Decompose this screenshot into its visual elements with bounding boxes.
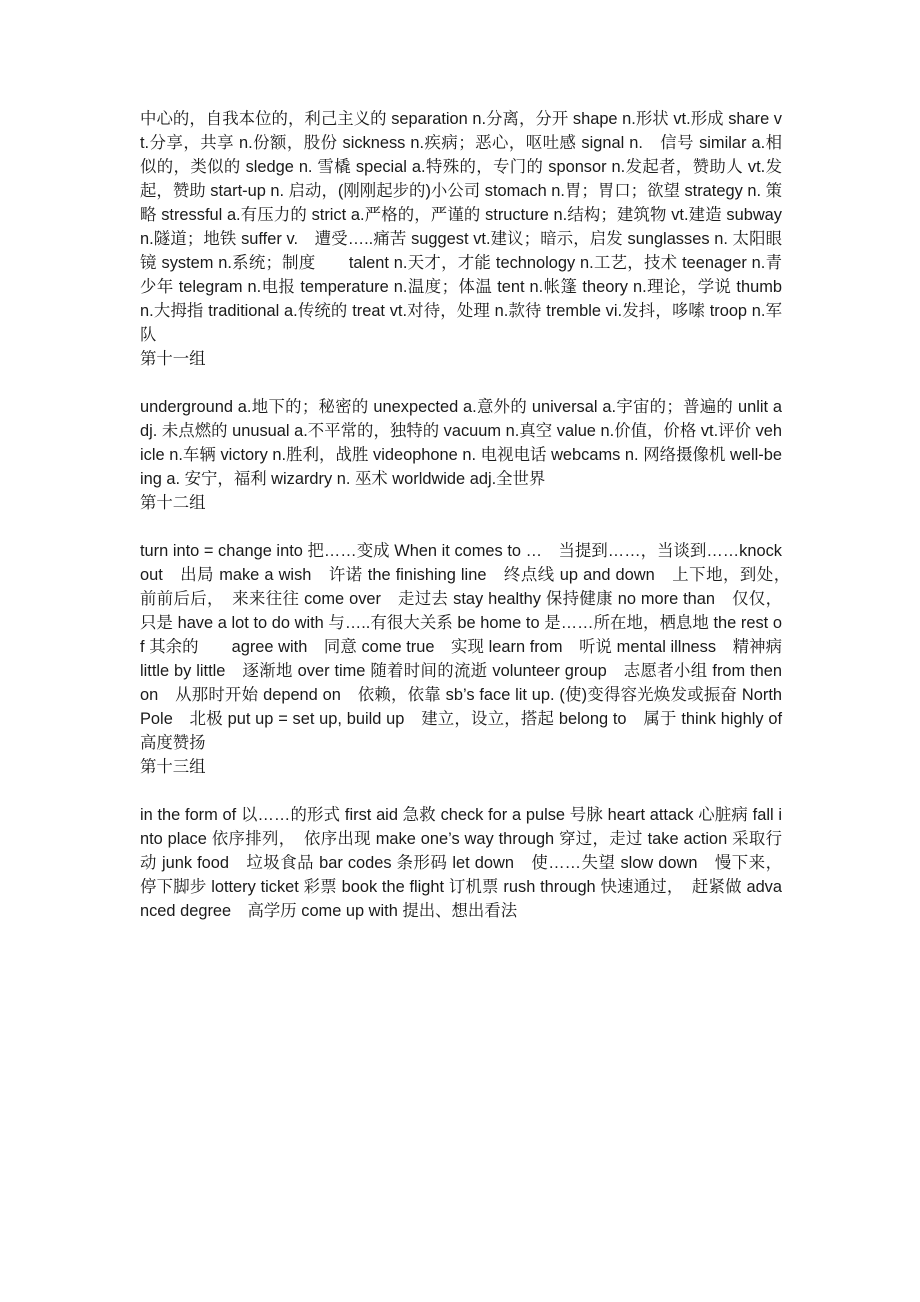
group-title-12: 第十二组 <box>140 494 206 512</box>
vocab-paragraph-group-10: 中心的，自我本位的，利己主义的 separation n.分离，分开 shape n.形状 vt.形成 share vt.分享，共享 n.份额，股份 sickness n.疾病；恶心，呕吐感 signal n. 信号 similar a.相似的，类似的 sledge n. 雪橇 special a.特殊的，专门的 sponsor n.发起者，赞助人 vt.发起，赞助 start-up n. 启动，(刚刚起步的)小公司 stomach n.胃；胃口；欲望 strategy n. 策略 stressful a.有压力的 strict a.严格的，严谨的 structure n.结构；建筑物 vt.建造 subway n.隧道；地铁 suffer v. 遭受…..痛苦 suggest vt.建议；暗示，启发 sunglasses n. 太阳眼镜 system n.系统；制度 talent n.天才，才能 technology n.工艺，技术 teenager n.青少年 telegram n.电报 temperature n.温度；体温 tent n.帐篷 theory n.理论，学说 thumb n.大拇指 traditional a.传统的 treat vt.对待，处理 n.款待 tremble vi.发抖，哆嗦 troop n.军队 <box>140 110 782 344</box>
document-page <box>140 107 799 923</box>
phrase-paragraph-group-12: turn into = change into 把……变成 When it comes to … 当提到……，当谈到……knock out 出局 make a wish 许诺 the finishing line 终点线 up and down 上下地，到处， 前前后后， 来来往往 come over 走过去 stay healthy 保持健康 no more than 仅仅，只是 have a lot to do with 与…..有很大关系 be home to 是……所在地，栖息地 the rest of 其余的 agree with 同意 come true 实现 learn from 听说 mental illness 精神病 little by little 逐渐地 over time 随着时间的流逝 volunteer group 志愿者小组 from then on 从那时开始 depend on 依赖，依靠 sb’s face lit up. (使)变得容光焕发或振奋 North Pole 北极 put up = set up, build up 建立，设立，搭起 belong to 属于 think highly of 高度赞扬 <box>140 542 799 752</box>
group-title-11: 第十一组 <box>140 350 206 368</box>
group-title-13: 第十三组 <box>140 758 206 776</box>
phrase-paragraph-group-13: in the form of 以……的形式 first aid 急救 check for a pulse 号脉 heart attack 心脏病 fall into place 依序排列， 依序出现 make one’s way through 穿过，走过 take action 采取行动 junk food 垃圾食品 bar codes 条形码 let down 使……失望 slow down 慢下来，停下脚步 lottery ticket 彩票 book the flight 订机票 rush through 快速通过， 赶紧做 advanced degree 高学历 come up with 提出、想出看法 <box>140 806 782 920</box>
vocab-paragraph-group-11: underground a.地下的；秘密的 unexpected a.意外的 universal a.宇宙的；普遍的 unlit adj. 未点燃的 unusual a.不平常的，独特的 vacuum n.真空 value n.价值，价格 vt.评价 vehicle n.车辆 victory n.胜利，战胜 videophone n. 电视电话 webcams n. 网络摄像机 well-being a. 安宁，福利 wizardry n. 巫术 worldwide adj.全世界 <box>140 398 782 488</box>
